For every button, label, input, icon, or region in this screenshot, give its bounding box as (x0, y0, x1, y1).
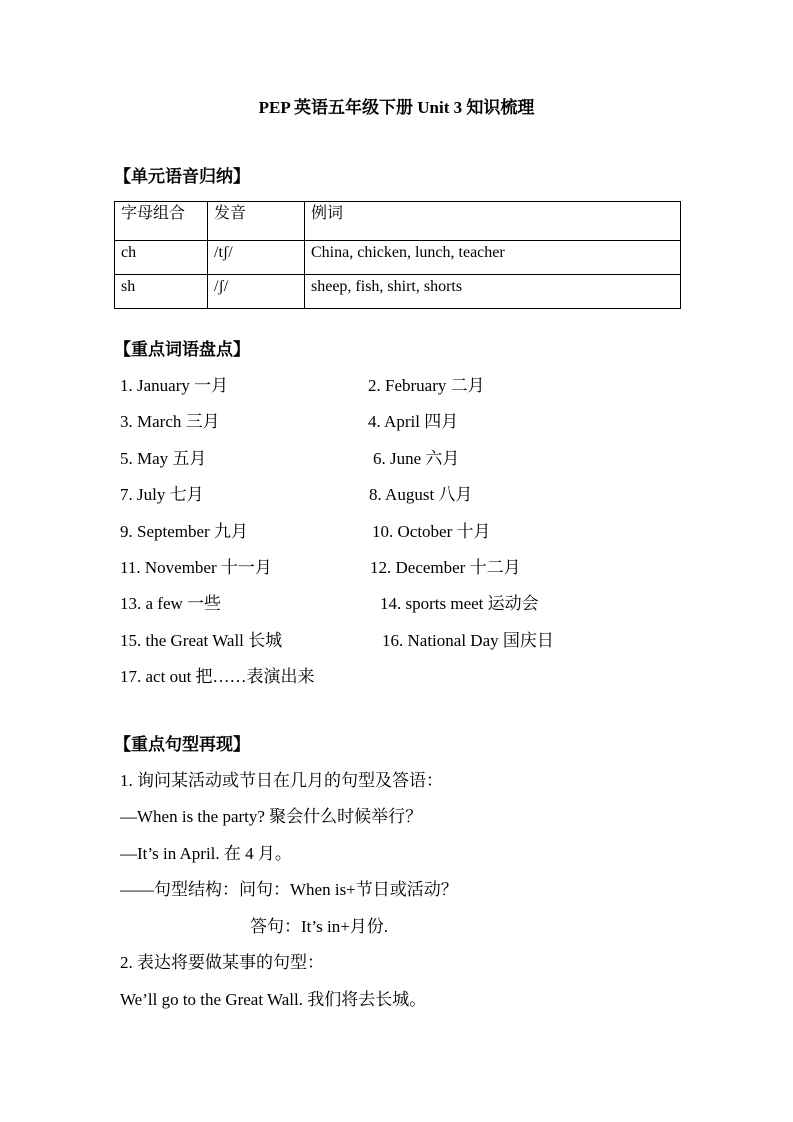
vocab-item: 3. March 三月 (120, 412, 220, 431)
vocab-item: 16. National Day 国庆日 (382, 631, 554, 650)
table-cell: China, chicken, lunch, teacher (305, 241, 681, 275)
vocab-item: 2. February 二月 (368, 376, 485, 395)
table-cell: sheep, fish, shirt, shorts (305, 275, 681, 309)
vocab-item: 15. the Great Wall 长城 (120, 631, 283, 650)
vocab-item: 17. act out 把……表演出来 (120, 667, 315, 686)
sentence-line: —It’s in April. 在 4 月。 (120, 844, 292, 863)
vocab-item: 1. January 一月 (120, 376, 229, 395)
section-heading-vocab: 【重点词语盘点】 (114, 340, 250, 359)
table-header-cell: 例词 (305, 202, 681, 241)
page-title: PEP 英语五年级下册 Unit 3 知识梳理 (258, 98, 535, 117)
vocab-item: 5. May 五月 (120, 449, 207, 468)
vocab-item: 11. November 十一月 (120, 558, 272, 577)
vocab-item: 7. July 七月 (120, 485, 204, 504)
table-header-row (115, 202, 681, 241)
vocab-item: 14. sports meet 运动会 (380, 594, 539, 613)
section-heading-phonics: 【单元语音归纳】 (114, 167, 250, 186)
sentence-line: 答句：It’s in+月份. (250, 917, 389, 936)
sentence-line: We’ll go to the Great Wall. 我们将去长城。 (120, 990, 427, 1009)
vocab-item: 8. August 八月 (369, 485, 473, 504)
sentence-line: 1. 询问某活动或节日在几月的句型及答语： (120, 771, 443, 790)
table-header-cell: 发音 (208, 202, 305, 241)
table-cell: /tʃ/ (208, 241, 305, 275)
table-cell: ch (115, 241, 208, 275)
vocab-item: 4. April 四月 (368, 412, 459, 431)
vocab-item: 9. September 九月 (120, 522, 248, 541)
vocab-item: 13. a few 一些 (120, 594, 222, 613)
sentence-line: ——句型结构：问句：When is+节日或活动？ (120, 880, 458, 899)
vocab-item: 10. October 十月 (372, 522, 491, 541)
phonics-table (114, 201, 681, 309)
table-header-cell: 字母组合 (115, 202, 208, 241)
table-row (115, 275, 681, 309)
vocab-item: 12. December 十二月 (370, 558, 521, 577)
sentence-line: 2. 表达将要做某事的句型： (120, 953, 324, 972)
table-cell: /ʃ/ (208, 275, 305, 309)
sentence-line: —When is the party? 聚会什么时候举行？ (120, 807, 423, 826)
section-heading-sentences: 【重点句型再现】 (114, 735, 250, 754)
table-cell: sh (115, 275, 208, 309)
vocab-item: 6. June 六月 (373, 449, 460, 468)
table-row (115, 241, 681, 275)
